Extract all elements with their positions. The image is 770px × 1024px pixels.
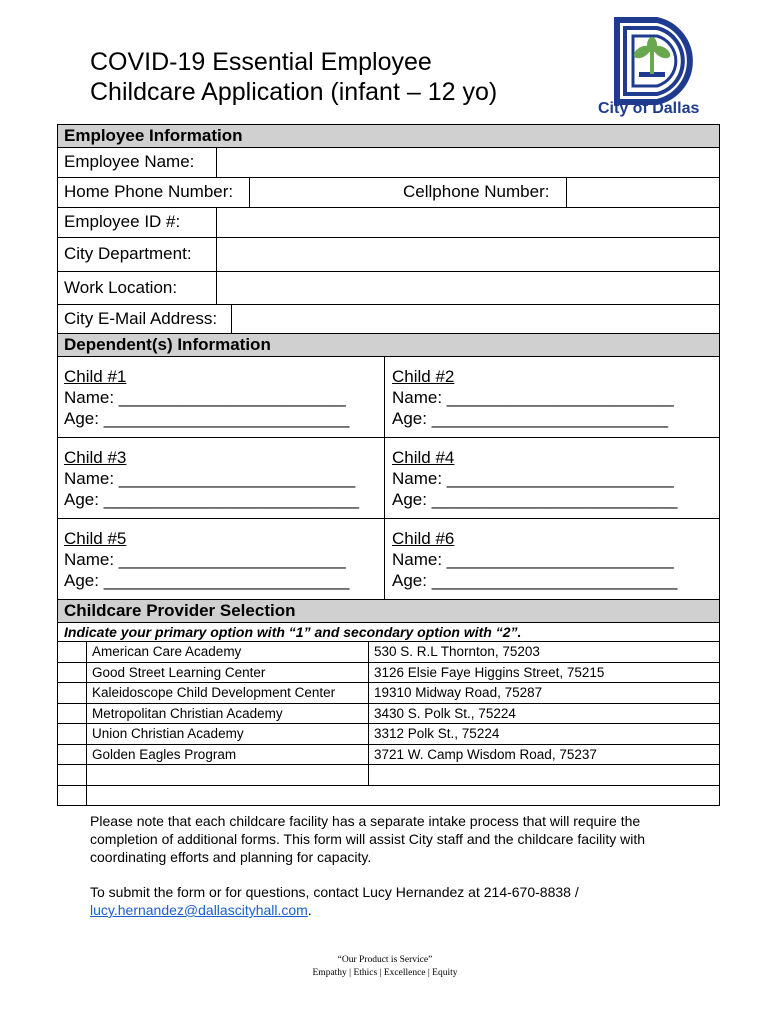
form-title — [90, 47, 497, 107]
provider-address: 19310 Midway Road, 75287 — [374, 685, 543, 700]
provider-address: 3312 Polk St., 75224 — [374, 726, 500, 741]
city-department-label: City Department: — [64, 244, 192, 263]
footer-values: Empathy | Ethics | Excellence | Equity — [312, 968, 458, 978]
child-2[interactable] — [392, 366, 674, 429]
provider-name: Metropolitan Christian Academy — [92, 705, 283, 721]
child-6-name-line: Name: ________________________ — [392, 550, 674, 569]
provider-row — [58, 704, 719, 725]
contact-text: To submit the form or for questions, contact Lucy Hernandez at 214-670-8838 / — [90, 884, 579, 900]
cell-divider — [368, 704, 369, 724]
child-3-heading: Child #3 — [64, 448, 127, 467]
employee-name-field[interactable] — [216, 148, 719, 177]
email-label: City E-Mail Address: — [64, 309, 218, 328]
provider-row — [58, 642, 719, 663]
cell-divider — [368, 663, 369, 683]
child-4[interactable] — [392, 447, 678, 510]
provider-choice-cell — [86, 724, 87, 744]
contact-email-link[interactable]: lucy.hernandez@dallascityhall.com — [90, 902, 308, 918]
provider-row — [58, 663, 719, 684]
column-divider — [384, 357, 385, 437]
title-line-2: Childcare Application (infant – 12 yo) — [90, 78, 498, 106]
provider-name: Golden Eagles Program — [92, 746, 237, 762]
provider-name: Good Street Learning Center — [92, 664, 266, 680]
work-location-field[interactable] — [216, 272, 719, 304]
child-5-name-line: Name: ________________________ — [64, 550, 346, 569]
child-1-age-line: Age: __________________________ — [64, 409, 350, 428]
provider-row-blank — [58, 786, 719, 806]
provider-address: 3721 W. Camp Wisdom Road, 75237 — [374, 746, 597, 762]
provider-address: 530 S. R.L Thornton, 75203 — [374, 644, 540, 659]
child-3-age-line: Age: ___________________________ — [64, 490, 359, 509]
column-divider — [384, 438, 385, 518]
dependents-row-2 — [58, 438, 719, 519]
child-6[interactable] — [392, 528, 678, 591]
child-2-heading: Child #2 — [392, 367, 455, 386]
employee-id-field[interactable] — [216, 208, 719, 237]
employee-name-row — [58, 148, 719, 178]
work-location-row — [58, 272, 719, 305]
section-childcare-provider-selection: Childcare Provider Selection — [58, 600, 719, 623]
footer-motto: “Our Product is Service” — [337, 955, 433, 965]
email-field[interactable] — [231, 305, 719, 333]
logo-text: City of Dallas — [598, 100, 700, 117]
application-form — [57, 124, 720, 806]
provider-address: 3126 Elsie Faye Higgins Street, 75215 — [374, 664, 605, 680]
city-department-field[interactable] — [216, 238, 719, 271]
provider-choice-cell — [86, 745, 87, 765]
child-4-heading: Child #4 — [392, 448, 455, 467]
provider-choice-cell — [86, 663, 87, 683]
intake-process-note: Please note that each childcare facility has a separate intake process that will require the completion of additional forms. This form will assist City staff and the childcare facility with coordinating efforts and planning for capacity. — [90, 813, 646, 865]
child-3[interactable] — [64, 447, 359, 510]
provider-choice-cell — [86, 704, 87, 724]
cell-divider — [368, 683, 369, 703]
provider-row-blank — [58, 765, 719, 786]
dependents-row-1 — [58, 357, 719, 438]
cell-divider — [368, 724, 369, 744]
home-phone-label: Home Phone Number: — [64, 182, 234, 201]
child-4-name-line: Name: ________________________ — [392, 469, 674, 488]
child-4-age-line: Age: __________________________ — [392, 490, 678, 509]
child-1[interactable] — [64, 366, 350, 429]
provider-name: Union Christian Academy — [92, 726, 244, 741]
city-department-row — [58, 238, 719, 272]
provider-name: Kaleidoscope Child Development Center — [92, 685, 336, 700]
dependents-row-3 — [58, 519, 719, 600]
contact-end: . — [307, 902, 312, 918]
child-2-age-line: Age: _________________________ — [392, 409, 669, 428]
child-3-name-line: Name: _________________________ — [64, 469, 356, 488]
cellphone-field[interactable] — [566, 178, 719, 207]
provider-choice-cell — [86, 683, 87, 703]
provider-choice-cell — [86, 786, 87, 806]
provider-row — [58, 724, 719, 745]
home-phone-field[interactable] — [249, 178, 398, 207]
provider-row — [58, 745, 719, 766]
employee-id-label: Employee ID #: — [64, 212, 181, 231]
cell-divider — [368, 642, 369, 662]
cellphone-label: Cellphone Number: — [403, 182, 550, 201]
child-1-name-line: Name: ________________________ — [64, 388, 346, 407]
child-5-heading: Child #5 — [64, 529, 127, 548]
provider-instruction: Indicate your primary option with “1” and secondary option with “2”. — [58, 623, 719, 642]
column-divider — [384, 519, 385, 599]
section-dependents-information: Dependent(s) Information — [58, 334, 719, 357]
phone-row — [58, 178, 719, 208]
provider-choice-cell — [86, 642, 87, 662]
child-5-age-line: Age: __________________________ — [64, 571, 350, 590]
child-1-heading: Child #1 — [64, 367, 127, 386]
title-line-1: COVID-19 Essential Employee — [90, 48, 432, 76]
child-6-heading: Child #6 — [392, 529, 455, 548]
provider-name: American Care Academy — [92, 644, 242, 659]
provider-address: 3430 S. Polk St., 75224 — [374, 705, 516, 721]
child-6-age-line: Age: __________________________ — [392, 571, 678, 590]
contact-note — [90, 883, 690, 919]
cell-divider — [368, 745, 369, 765]
provider-choice-cell — [86, 765, 87, 785]
provider-row — [58, 683, 719, 704]
employee-name-label: Employee Name: — [64, 152, 195, 171]
child-2-name-line: Name: ________________________ — [392, 388, 674, 407]
email-row — [58, 305, 719, 334]
cell-divider — [368, 765, 369, 785]
work-location-label: Work Location: — [64, 278, 178, 297]
section-employee-information: Employee Information — [58, 125, 719, 148]
employee-id-row — [58, 208, 719, 238]
child-5[interactable] — [64, 528, 350, 591]
